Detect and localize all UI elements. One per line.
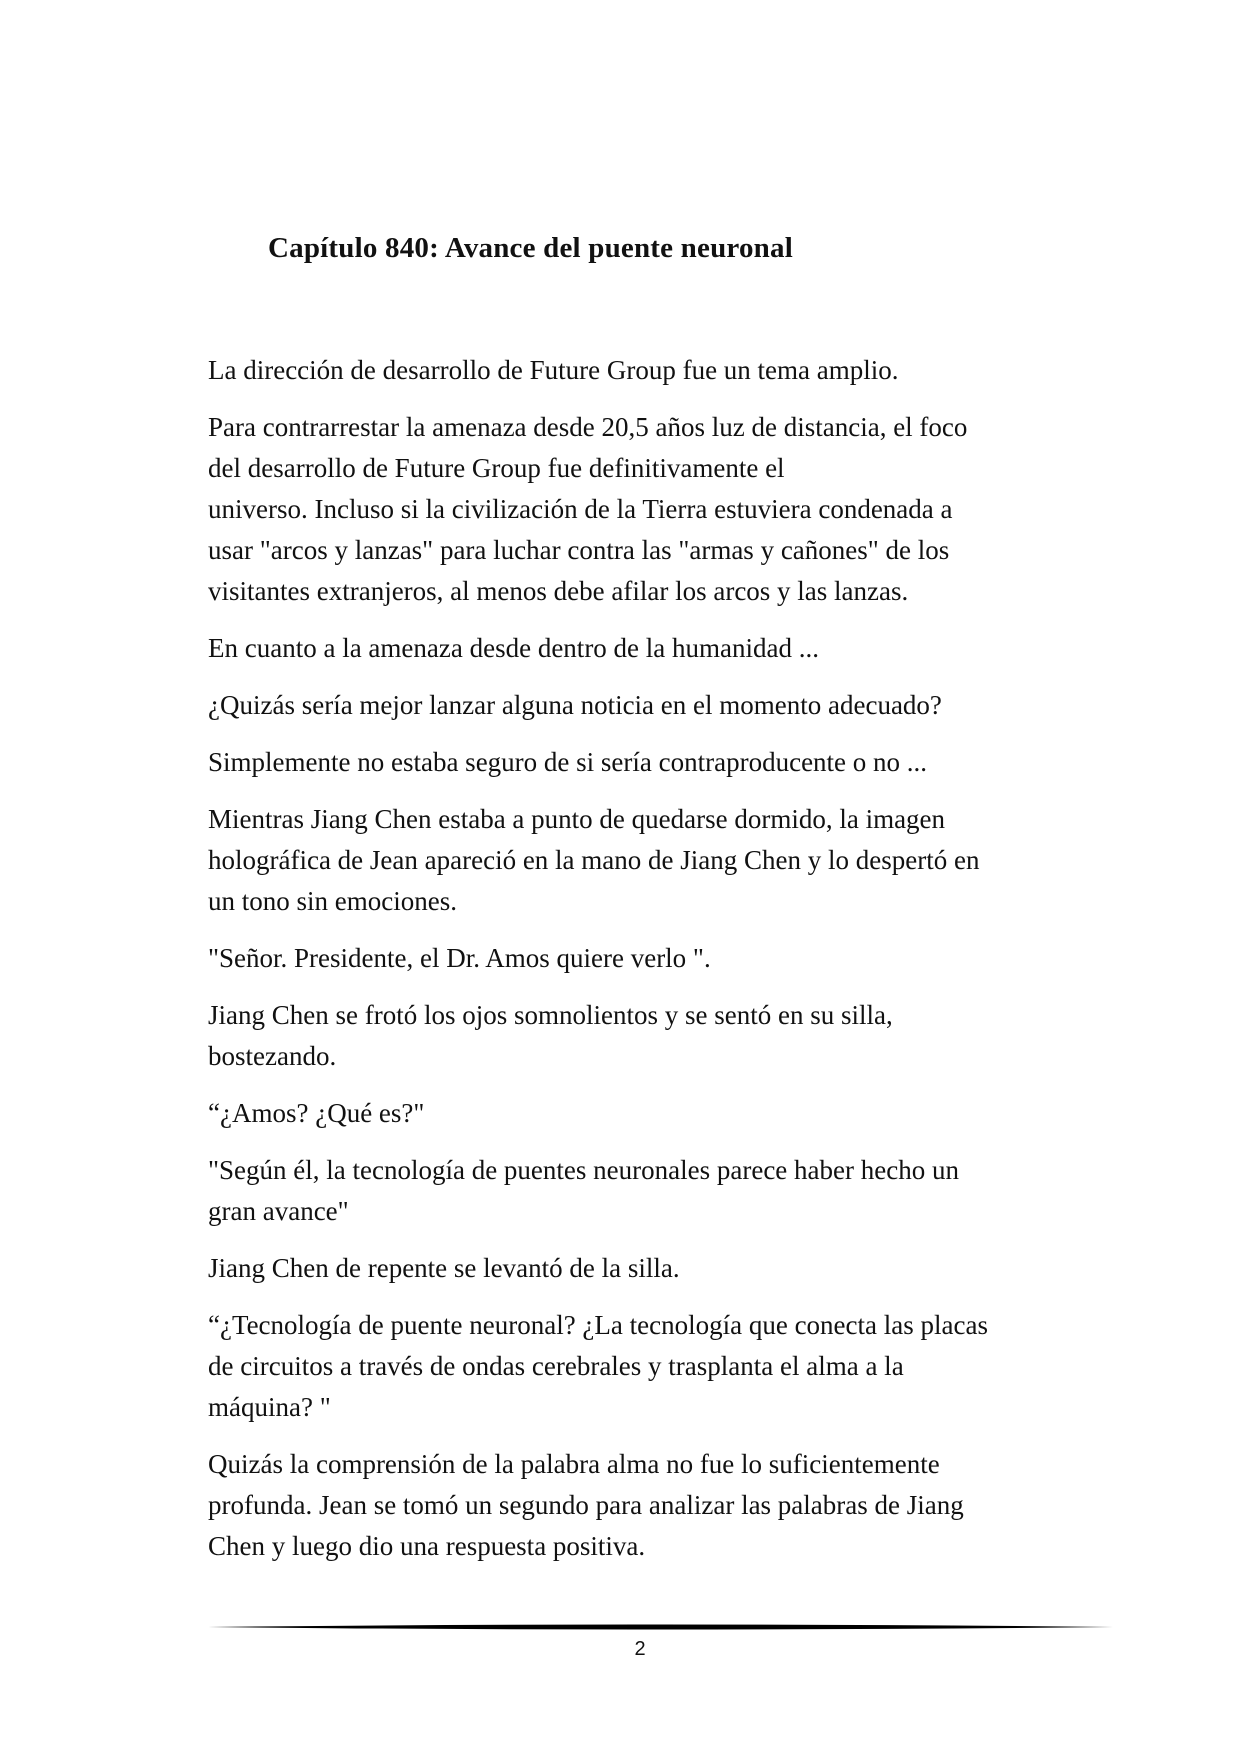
paragraph [208, 742, 1070, 783]
chapter-title: Capítulo 840: Avance del puente neuronal [268, 232, 793, 264]
paragraph [208, 799, 1070, 922]
paragraph [208, 685, 1070, 726]
text-line: visitantes extranjeros, al menos debe afilar los arcos y las lanzas. [208, 576, 909, 606]
paragraph [208, 1248, 1070, 1289]
text-line: "Según él, la tecnología de puentes neuronales parece haber hecho un [208, 1155, 959, 1185]
text-line: de circuitos a través de ondas cerebrales y trasplanta el alma a la [208, 1351, 904, 1381]
paragraph [208, 350, 1070, 391]
text-line: universo. Incluso si la civilización de la Tierra estuviera condenada a [208, 494, 953, 524]
text-line: Quizás la comprensión de la palabra alma no fue lo suficientemente [208, 1449, 940, 1479]
paragraph [208, 938, 1070, 979]
text-line: Mientras Jiang Chen estaba a punto de quedarse dormido, la imagen [208, 804, 946, 834]
text-line: holográfica de Jean apareció en la mano de Jiang Chen y lo despertó en [208, 845, 980, 875]
text-line: La dirección de desarrollo de Future Group fue un tema amplio. [208, 355, 899, 385]
paragraph [208, 628, 1070, 669]
paragraph [208, 407, 1070, 612]
text-line: En cuanto a la amenaza desde dentro de la humanidad ... [208, 633, 819, 663]
text-line: del desarrollo de Future Group fue definitivamente el [208, 453, 785, 483]
page-number: 2 [634, 1638, 646, 1660]
body-text [208, 350, 1070, 1583]
paragraph [208, 995, 1070, 1077]
text-line: Simplemente no estaba seguro de si sería contraproducente o no ... [208, 747, 928, 777]
footer-rule [208, 1622, 1113, 1632]
text-line: gran avance" [208, 1196, 349, 1226]
text-line: ¿Quizás sería mejor lanzar alguna noticia en el momento adecuado? [208, 690, 942, 720]
text-line: un tono sin emociones. [208, 886, 457, 916]
text-line: Chen y luego dio una respuesta positiva. [208, 1531, 646, 1561]
text-line: "Señor. Presidente, el Dr. Amos quiere verlo ". [208, 943, 711, 973]
text-line: Jiang Chen de repente se levantó de la silla. [208, 1253, 680, 1283]
text-line: “¿Tecnología de puente neuronal? ¿La tecnología que conecta las placas [208, 1310, 988, 1340]
text-line: usar "arcos y lanzas" para luchar contra las "armas y cañones" de los [208, 535, 950, 565]
text-line: máquina? " [208, 1392, 331, 1422]
paragraph [208, 1444, 1070, 1567]
paragraph [208, 1305, 1070, 1428]
text-line: “¿Amos? ¿Qué es?" [208, 1098, 425, 1128]
text-line: Para contrarrestar la amenaza desde 20,5 años luz de distancia, el foco [208, 412, 968, 442]
text-line: profunda. Jean se tomó un segundo para analizar las palabras de Jiang [208, 1490, 964, 1520]
text-line: bostezando. [208, 1041, 337, 1071]
text-line: Jiang Chen se frotó los ojos somnolientos y se sentó en su silla, [208, 1000, 893, 1030]
paragraph [208, 1150, 1070, 1232]
paragraph [208, 1093, 1070, 1134]
